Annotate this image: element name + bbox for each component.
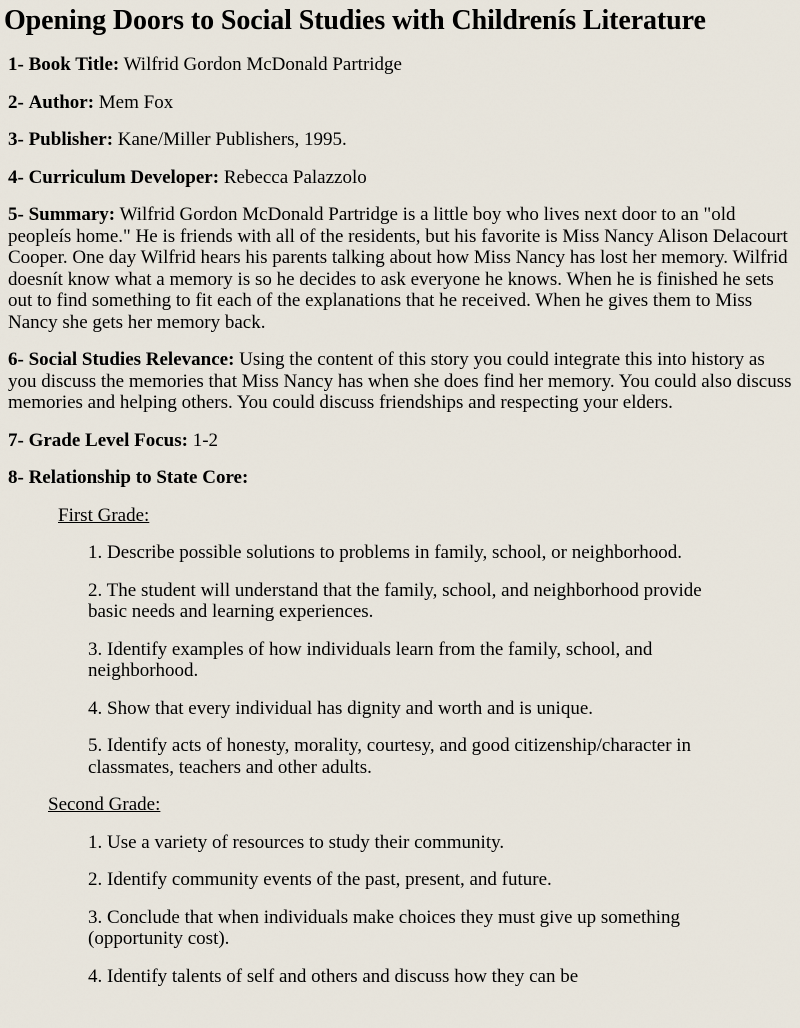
core-item: 1. Describe possible solutions to problems in family, school, or neighborhood. [88, 542, 683, 563]
entry-number: 4- [8, 166, 24, 188]
core-item: 3. Identify examples of how individuals learn from the family, school, and neighborhood. [88, 638, 653, 681]
entry-label: Summary: [28, 204, 116, 225]
core-item: 3. Conclude that when individuals make choices they must give up something (opportunity cost). [88, 906, 681, 949]
core-item: 2. Identify community events of the past, present, and future. [88, 869, 552, 890]
entry-label: Author: [28, 91, 95, 113]
core-item: 4. Identify talents of self and others and discuss how they can be [88, 965, 579, 987]
second-grade-core-list [0, 778, 800, 987]
entry-number: 6- [8, 349, 24, 370]
page-title: Opening Doors to Social Studies with Childrenís Literature [4, 5, 706, 36]
core-item: 2. The student will understand that the family, school, and neighborhood provide basic needs and learning experiences. [88, 579, 702, 622]
entry-value: Rebecca Palazzolo [223, 166, 367, 188]
core-item: 5. Identify acts of honesty, morality, courtesy, and good citizenship/character in classmates, teachers and other adults. [88, 735, 692, 778]
second-grade-heading: Second Grade: [48, 794, 161, 815]
entry-grade-level-focus [8, 414, 796, 452]
entry-number: 2- [8, 91, 24, 113]
entry-value: Wilfrid Gordon McDonald Partridge is a little boy who lives next door to an "old peopleís home." He is friends with all of the residents, but his favorite is Miss Nancy Alison Delacourt Cooper. One day Wilfrid hears his parents talking about how Miss Nancy has lost her memory. Wilfrid doesnít know what a memory is so he decides to ask everyone he knows. When he is finished he sets out to find something to fit each of the explanations that he received. When he gives them to Miss Nancy she gets her memory back. [8, 204, 788, 333]
entry-number: 5- [8, 204, 24, 225]
entry-number: 7- [8, 429, 24, 451]
entry-label: Curriculum Developer: [28, 166, 220, 188]
entry-publisher [8, 113, 796, 151]
entry-value: Using the content of this story you could integrate this into history as you discuss the memories that Miss Nancy has when she does find her memory. You could also discuss memories and helping others. You could discuss friendships and respecting your elders. [8, 349, 792, 413]
entry-label: Publisher: [28, 129, 114, 150]
first-grade-core-list [0, 489, 800, 779]
entry-relationship-to-state-core [8, 451, 796, 489]
entry-value: Kane/Miller Publishers, 1995. [117, 129, 347, 150]
entry-number: 1- [8, 54, 24, 75]
entry-label: Relationship to State Core: [28, 467, 249, 488]
entry-value: Wilfrid Gordon McDonald Partridge [123, 54, 402, 75]
entry-number: 8- [8, 467, 24, 488]
document-page [0, 4, 800, 1028]
entry-label: Social Studies Relevance: [28, 349, 235, 370]
core-item: 4. Show that every individual has dignity and worth and is unique. [88, 697, 594, 719]
first-grade-heading: First Grade: [58, 504, 150, 526]
entry-book-title [8, 38, 796, 76]
entry-curriculum-developer [8, 151, 796, 189]
entry-summary [8, 188, 796, 333]
entry-label: Grade Level Focus: [28, 429, 188, 451]
entry-label: Book Title: [28, 54, 120, 75]
entry-value: 1-2 [192, 429, 219, 451]
entry-author [8, 76, 796, 114]
entry-social-studies-relevance [8, 333, 796, 414]
core-item: 1. Use a variety of resources to study their community. [88, 831, 505, 853]
entry-value: Mem Fox [98, 91, 174, 113]
entry-number: 3- [8, 129, 24, 150]
